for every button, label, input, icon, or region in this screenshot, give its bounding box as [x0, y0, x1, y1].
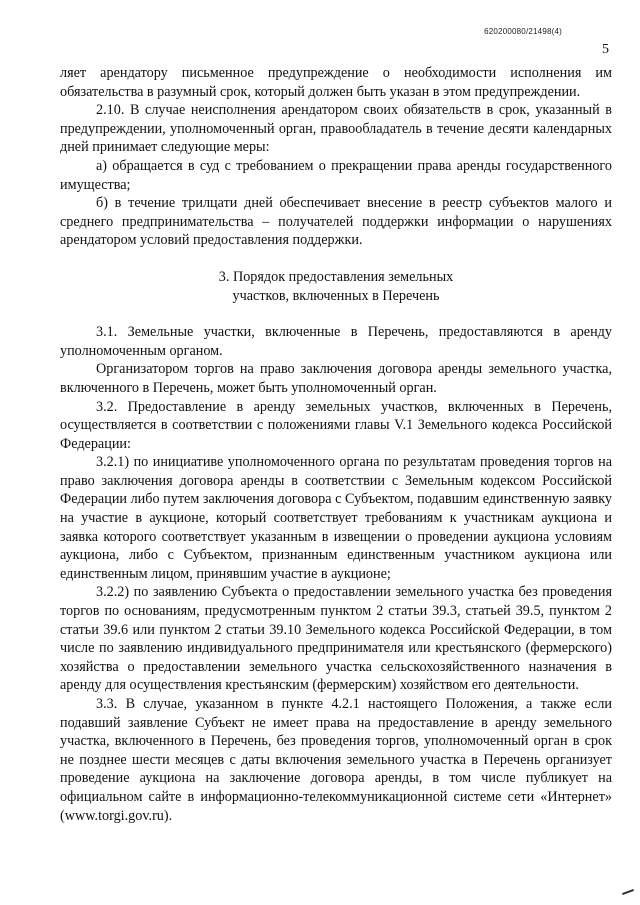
paragraph-3-2-1: 3.2.1) по инициативе уполномоченного органа по результатам проведения торгов на право заключения договора аренды в соответствии с Земельным кодексом Российской Федерации либо путем заключения договора с Субъектом, подавшим единственную заявку на участие в аукционе, который соответствует требованиям к участникам аукциона и заявка которого соответствует указанным в извещении о проведении аукциона условиям аукциона, либо с Субъектом, признанным единственным участником аукциона или единственным лицом, принявшим участие в аукционе; [60, 454, 612, 582]
section-3-heading-line2: участков, включенных в Перечень [232, 287, 440, 304]
paragraph-continuation: ляет арендатору письменное предупреждение о необходимости исполнения им обязательства в разумный срок, который должен быть указан в этом предупреждении. [60, 65, 612, 100]
paragraph-3-2: 3.2. Предоставление в аренду земельных участков, включенных в Перечень, осуществляется в соответствии с положениями главы V.1 Земельного кодекса Российской Федерации: [60, 398, 612, 452]
paragraph-3-1-organizer: Организатором торгов на право заключения договора аренды земельного участка, включенного в Перечень, может быть уполномоченный орган. [60, 361, 612, 396]
section-3-heading [60, 268, 612, 305]
paragraph-2-10: 2.10. В случае неисполнения арендатором своих обязательств в срок, указанный в предупреждении, уполномоченный орган, правообладатель в течение десяти календарных дней принимает следующие меры: [60, 102, 612, 156]
paragraph-3-2-2: 3.2.2) по заявлению Субъекта о предоставлении земельного участка без проведения торгов по основаниям, предусмотренным пунктом 2 статьи 39.3, статьей 39.5, пунктом 2 статьи 39.6 или пунктом 2 статьи 39.10 Земельного кодекса Российской Федерации, в том числе по заявлению индивидуального предпринимателя или крестьянского (фермерского) хозяйства о предоставлении земельного участка сельскохозяйственного назначения в аренду для осуществления крестьянским (фермерским) хозяйством его деятельности. [60, 584, 612, 694]
paragraph-3-3: 3.3. В случае, указанном в пункте 4.2.1 настоящего Положения, а также если подавший заявление Субъект не имеет права на предоставление в аренду земельного участка, включенного в Перечень, без проведения торгов, уполномоченный орган в срок не позднее шести месяцев с даты включения земельного участка в Перечень организует проведение аукциона на заключение договора аренды, в том числе публикует на официальном сайте в информационно-телекоммуникационной системе сети «Интернет» (www.torgi.gov.ru). [60, 696, 612, 824]
page-number: 5 [602, 42, 609, 57]
section-3-heading-line1: 3. Порядок предоставления земельных [218, 268, 454, 285]
document-body [60, 64, 612, 825]
document-registration-number: 620200080/21498(4) [484, 27, 562, 36]
paragraph-2-10-b: б) в течение трилцати дней обеспечивает внесение в реестр субъектов малого и среднего предпринимательства – получателей поддержки информации о нарушениях арендатором условий предоставления поддержки. [60, 195, 612, 249]
paragraph-2-10-a: а) обращается в суд с требованием о прекращении права аренды государственного имущества; [60, 157, 612, 193]
paragraph-3-1: 3.1. Земельные участки, включенные в Перечень, предоставляются в аренду уполномоченным органом. [60, 324, 612, 359]
scan-mark [622, 889, 634, 895]
